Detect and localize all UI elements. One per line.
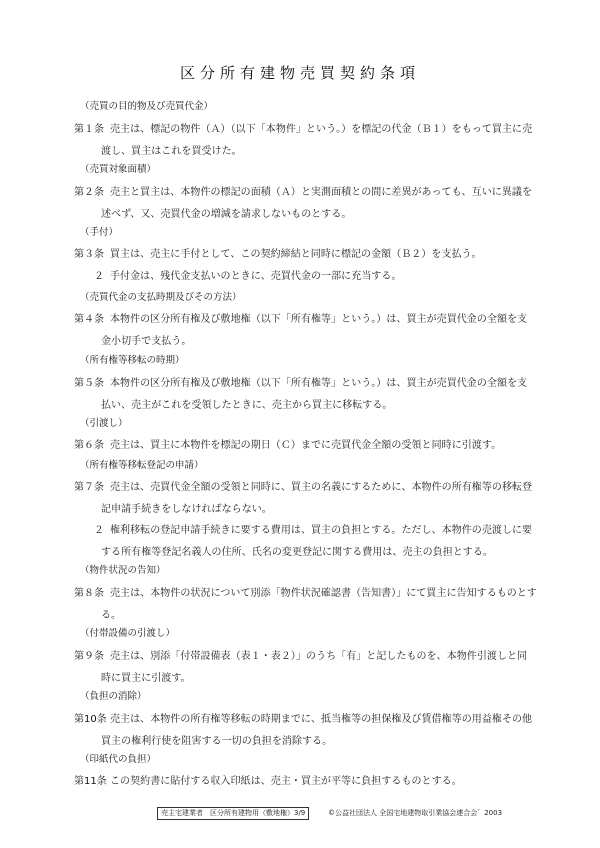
article-number: 第３条 [74, 249, 104, 260]
paragraph-number: ２ [94, 525, 104, 536]
article-text-line: 述べず、又、売買代金の増減を請求しないものとする。 [101, 208, 352, 220]
article-heading: （物件状況の告知） [80, 565, 166, 576]
footer-copyright: ©公益社団法人 全国宅地建物取引業協会連合会゛2003 [328, 809, 503, 817]
article-text-line: 売主は、標記の物件（Ａ）（以下「本物件」という。）を標記の代金（Ｂ１）をもって買主に売 [110, 124, 533, 135]
article-number: 第６条 [74, 440, 104, 451]
article-heading: （負担の消除） [80, 691, 147, 702]
paragraph-text-line: 手付金は、残代金支払いのときに、売買代金の一部に充当する。 [110, 271, 402, 282]
article-text-line: 金小切手で支払う。 [101, 335, 192, 347]
article-heading: （印紙代の負担） [80, 754, 157, 765]
article-text-line: 渡し、買主はこれを買受けた。 [101, 145, 242, 157]
paragraph-number: ２ [94, 271, 104, 282]
article-text-line: 売主は、本物件の所有権等移転の時期までに、抵当権等の担保権及び賃借権等の用益権その他 [110, 714, 533, 725]
article-text-line: る。 [101, 609, 122, 621]
article-text-line: 売主は、本物件の状況について別添「物件状況確認書（告知書）」にて買主に告知するものとす [110, 588, 537, 599]
paragraph-text-line: する所有権等登記名義人の住所、氏名の変更登記に関する費用は、売主の負担とする。 [101, 546, 493, 558]
article-heading: （売買の目的物及び売買代金） [80, 101, 214, 112]
paragraph-text-line: 権利移転の登記申請手続きに要する費用は、買主の負担とする。ただし、本物件の売渡しに要 [110, 525, 533, 536]
article-number: 第７条 [74, 482, 104, 493]
article-text-line: 買主の権利行使を阻害する一切の負担を消除する。 [101, 735, 333, 747]
article-heading: （所有権等移転の時期） [80, 355, 185, 366]
article-text-line: 売主は、別添「付帯設備表（表１・表２）」のうち「有」と記したものを、本物件引渡しと同 [110, 651, 528, 662]
article-text-line: 買主は、売主に手付として、この契約締結と同時に標記の金額（Ｂ２）を支払う。 [110, 249, 482, 260]
article-number: 第２条 [74, 187, 104, 198]
article-heading: （手付） [80, 227, 119, 238]
footer [0, 807, 600, 821]
article-number: 第11条 [74, 776, 107, 787]
article-text-line: 記申請手続きをしなければならない。 [101, 503, 272, 515]
article-number: 第８条 [74, 588, 104, 599]
article-text-line: 払い、売主がこれを受領したときに、売主から買主に移転する。 [101, 399, 393, 411]
article-number: 第９条 [74, 651, 104, 662]
article-number: 第４条 [74, 314, 104, 325]
article-text-line: 本物件の区分所有権及び敷地権（以下「所有権等」という。）は、買主が売買代金の全額を支 [110, 378, 528, 389]
article-text-line: 売主は、買主に本物件を標記の期日（Ｃ）までに売買代金全額の受領と同時に引渡す。 [110, 440, 502, 451]
article-heading: （売買代金の支払時期及びその方法） [80, 292, 242, 303]
article-number: 第５条 [74, 378, 104, 389]
article-text-line: この契約書に貼付する収入印紙は、売主・買主が平等に負担するものとする。 [110, 776, 462, 787]
article-text-line: 時に買主に引渡す。 [101, 672, 191, 684]
article-number: 第10条 [74, 714, 107, 725]
article-heading: （引渡し） [80, 418, 128, 429]
article-heading: （付帯設備の引渡し） [80, 628, 176, 639]
article-number: 第１条 [74, 124, 104, 135]
article-heading: （所有権等移転登記の申請） [80, 460, 204, 471]
page-title: 区分所有建物売買契約条項 [179, 64, 420, 82]
article-heading: （売買対象面積） [80, 164, 157, 175]
article-text-line: 売主は、売買代金全額の受領と同時に、買主の名義にするために、本物件の所有権等の移転登 [110, 482, 533, 493]
article-text-line: 本物件の区分所有権及び敷地権（以下「所有権等」という。）は、買主が売買代金の全額を支 [110, 314, 528, 325]
footer-doc-label: 売主宅建業者 区分所有建物用（敷地権）3/9 [157, 807, 309, 820]
article-text-line: 売主と買主は、本物件の標記の面積（Ａ）と実測面積との間に差異があっても、互いに異議を [110, 187, 532, 198]
